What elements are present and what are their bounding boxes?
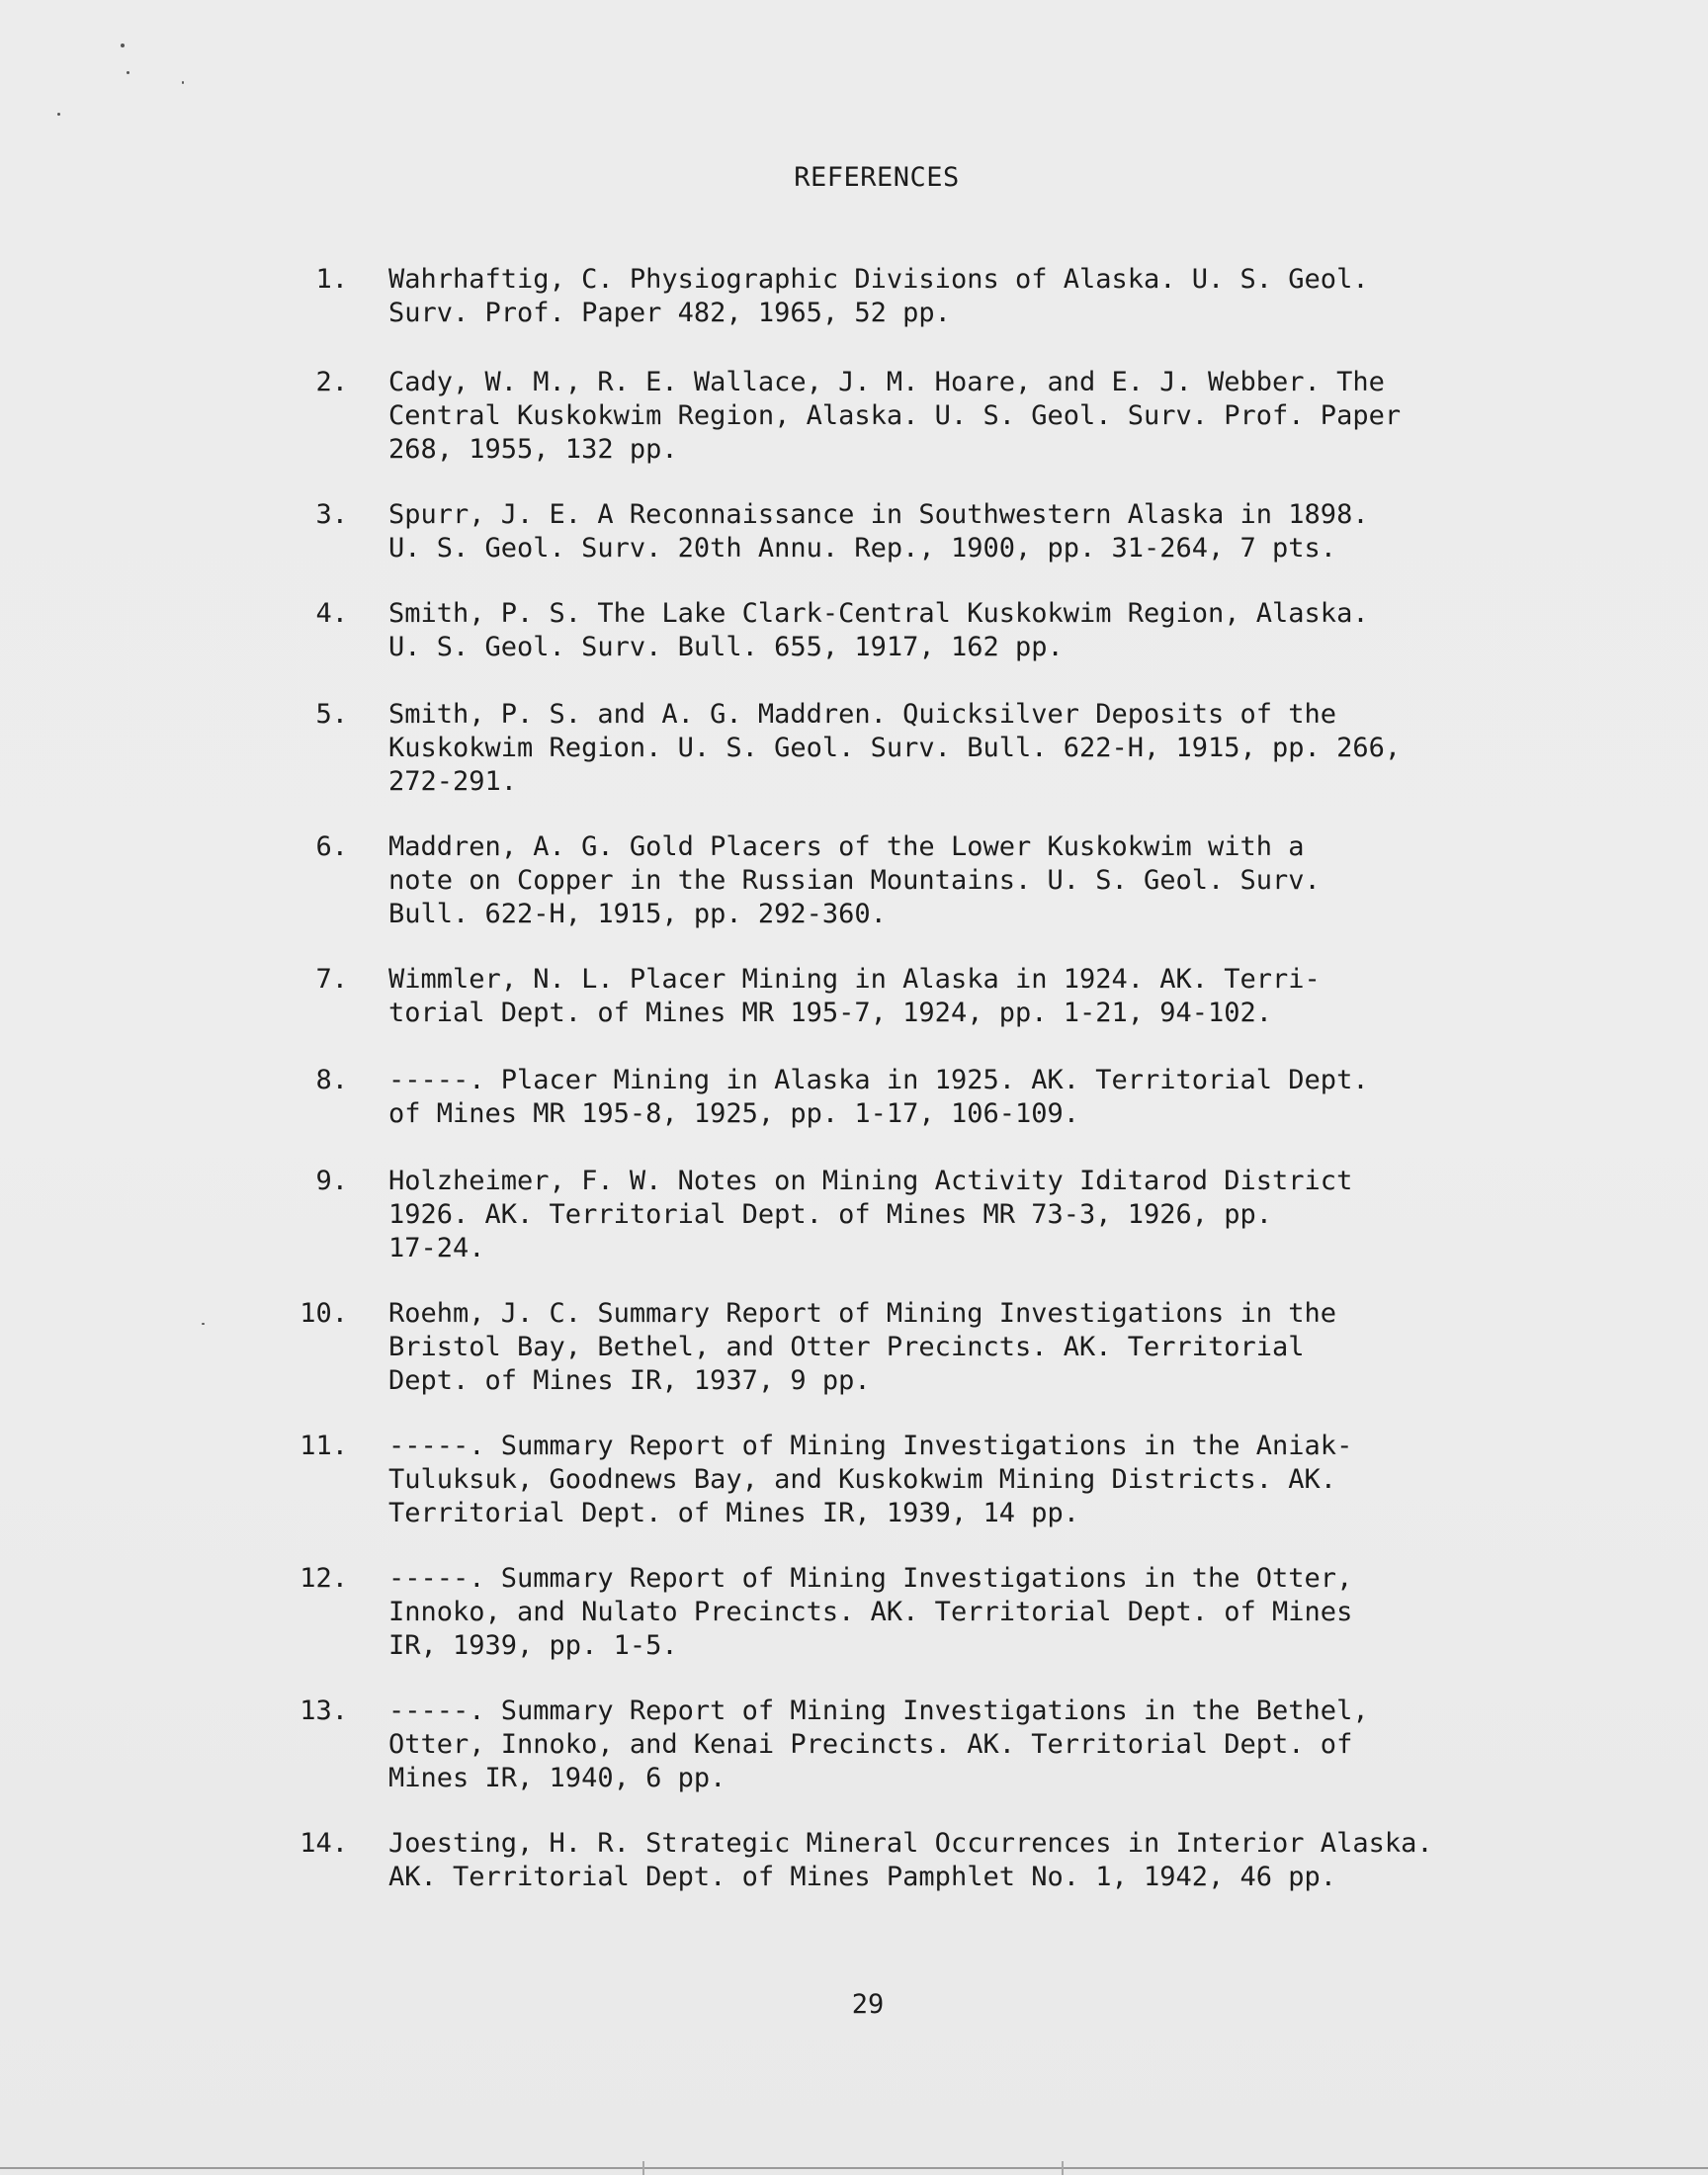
scan-speck — [202, 1323, 205, 1325]
reference-text: Maddren, A. G. Gold Placers of the Lower Kuskokwim with a note on Copper in the Russian Mountains. U. S. Geol. Surv. Bull. 622-H, 1915, pp. 292-360. — [388, 831, 1321, 929]
page-title: REFERENCES — [794, 162, 960, 193]
reference-text: Cady, W. M., R. E. Wallace, J. M. Hoare, and E. J. Webber. The Central Kuskokwim Region, Alaska. U. S. Geol. Surv. Prof. Paper 268, 1955, 132 pp. — [388, 367, 1402, 465]
reference-number: 8. — [315, 1065, 348, 1095]
reference-number: 6. — [315, 831, 348, 862]
reference-number: 13. — [299, 1696, 348, 1726]
reference-text: Smith, P. S. The Lake Clark-Central Kuskokwim Region, Alaska. U. S. Geol. Surv. Bull. 655, 1917, 162 pp. — [388, 598, 1369, 662]
reference-number: 14. — [299, 1828, 348, 1859]
reference-text: -----. Placer Mining in Alaska in 1925. AK. Territorial Dept. of Mines MR 195-8, 1925, pp. 1-17, 106-109. — [388, 1065, 1369, 1129]
reference-number: 9. — [315, 1166, 348, 1196]
reference-text: -----. Summary Report of Mining Investigations in the Aniak- Tuluksuk, Goodnews Bay, and Kuskokwim Mining Districts. AK. Territorial Dept. of Mines IR, 1939, 14 pp. — [388, 1431, 1353, 1528]
reference-text: Roehm, J. C. Summary Report of Mining Investigations in the Bristol Bay, Bethel, and Otter Precincts. AK. Territorial Dept. of Mines IR, 1937, 9 pp. — [388, 1298, 1337, 1396]
reference-number: 10. — [299, 1298, 348, 1329]
page-bottom-tick — [642, 2161, 644, 2175]
reference-text: -----. Summary Report of Mining Investigations in the Otter, Innoko, and Nulato Precincts. AK. Territorial Dept. of Mines IR, 1939, pp. 1-5. — [388, 1563, 1353, 1661]
reference-text: Joesting, H. R. Strategic Mineral Occurrences in Interior Alaska. AK. Territorial Dept. of Mines Pamphlet No. 1, 1942, 46 pp. — [388, 1828, 1433, 1892]
reference-number: 5. — [315, 699, 348, 730]
reference-text: Wimmler, N. L. Placer Mining in Alaska in 1924. AK. Terri- torial Dept. of Mines MR 195-7, 1924, pp. 1-21, 94-102. — [388, 964, 1321, 1028]
scan-speck — [182, 81, 184, 84]
reference-number: 1. — [315, 264, 348, 295]
page-bottom-edge — [0, 2167, 1708, 2169]
reference-text: -----. Summary Report of Mining Investigations in the Bethel, Otter, Innoko, and Kenai Precincts. AK. Territorial Dept. of Mines IR, 1940, 6 pp. — [388, 1696, 1369, 1793]
reference-text: Smith, P. S. and A. G. Maddren. Quicksilver Deposits of the Kuskokwim Region. U. S. Geol. Surv. Bull. 622-H, 1915, pp. 266, 272-291. — [388, 699, 1402, 797]
reference-text: Wahrhaftig, C. Physiographic Divisions of Alaska. U. S. Geol. Surv. Prof. Paper 482, 1965, 52 pp. — [388, 264, 1369, 328]
reference-number: 7. — [315, 964, 348, 995]
reference-text: Spurr, J. E. A Reconnaissance in Southwestern Alaska in 1898. U. S. Geol. Surv. 20th Annu. Rep., 1900, pp. 31-264, 7 pts. — [388, 499, 1369, 564]
scan-speck — [121, 44, 125, 47]
reference-number: 11. — [299, 1431, 348, 1461]
page-number: 29 — [851, 1989, 885, 2020]
reference-number: 3. — [315, 499, 348, 530]
reference-text: Holzheimer, F. W. Notes on Mining Activity Iditarod District 1926. AK. Territorial Dept. of Mines MR 73-3, 1926, pp. 17-24. — [388, 1166, 1353, 1263]
scan-speck — [127, 71, 129, 74]
reference-number: 12. — [299, 1563, 348, 1594]
reference-number: 2. — [315, 367, 348, 397]
reference-number: 4. — [315, 598, 348, 629]
scan-speck — [57, 113, 60, 116]
page-bottom-tick — [1062, 2161, 1064, 2175]
